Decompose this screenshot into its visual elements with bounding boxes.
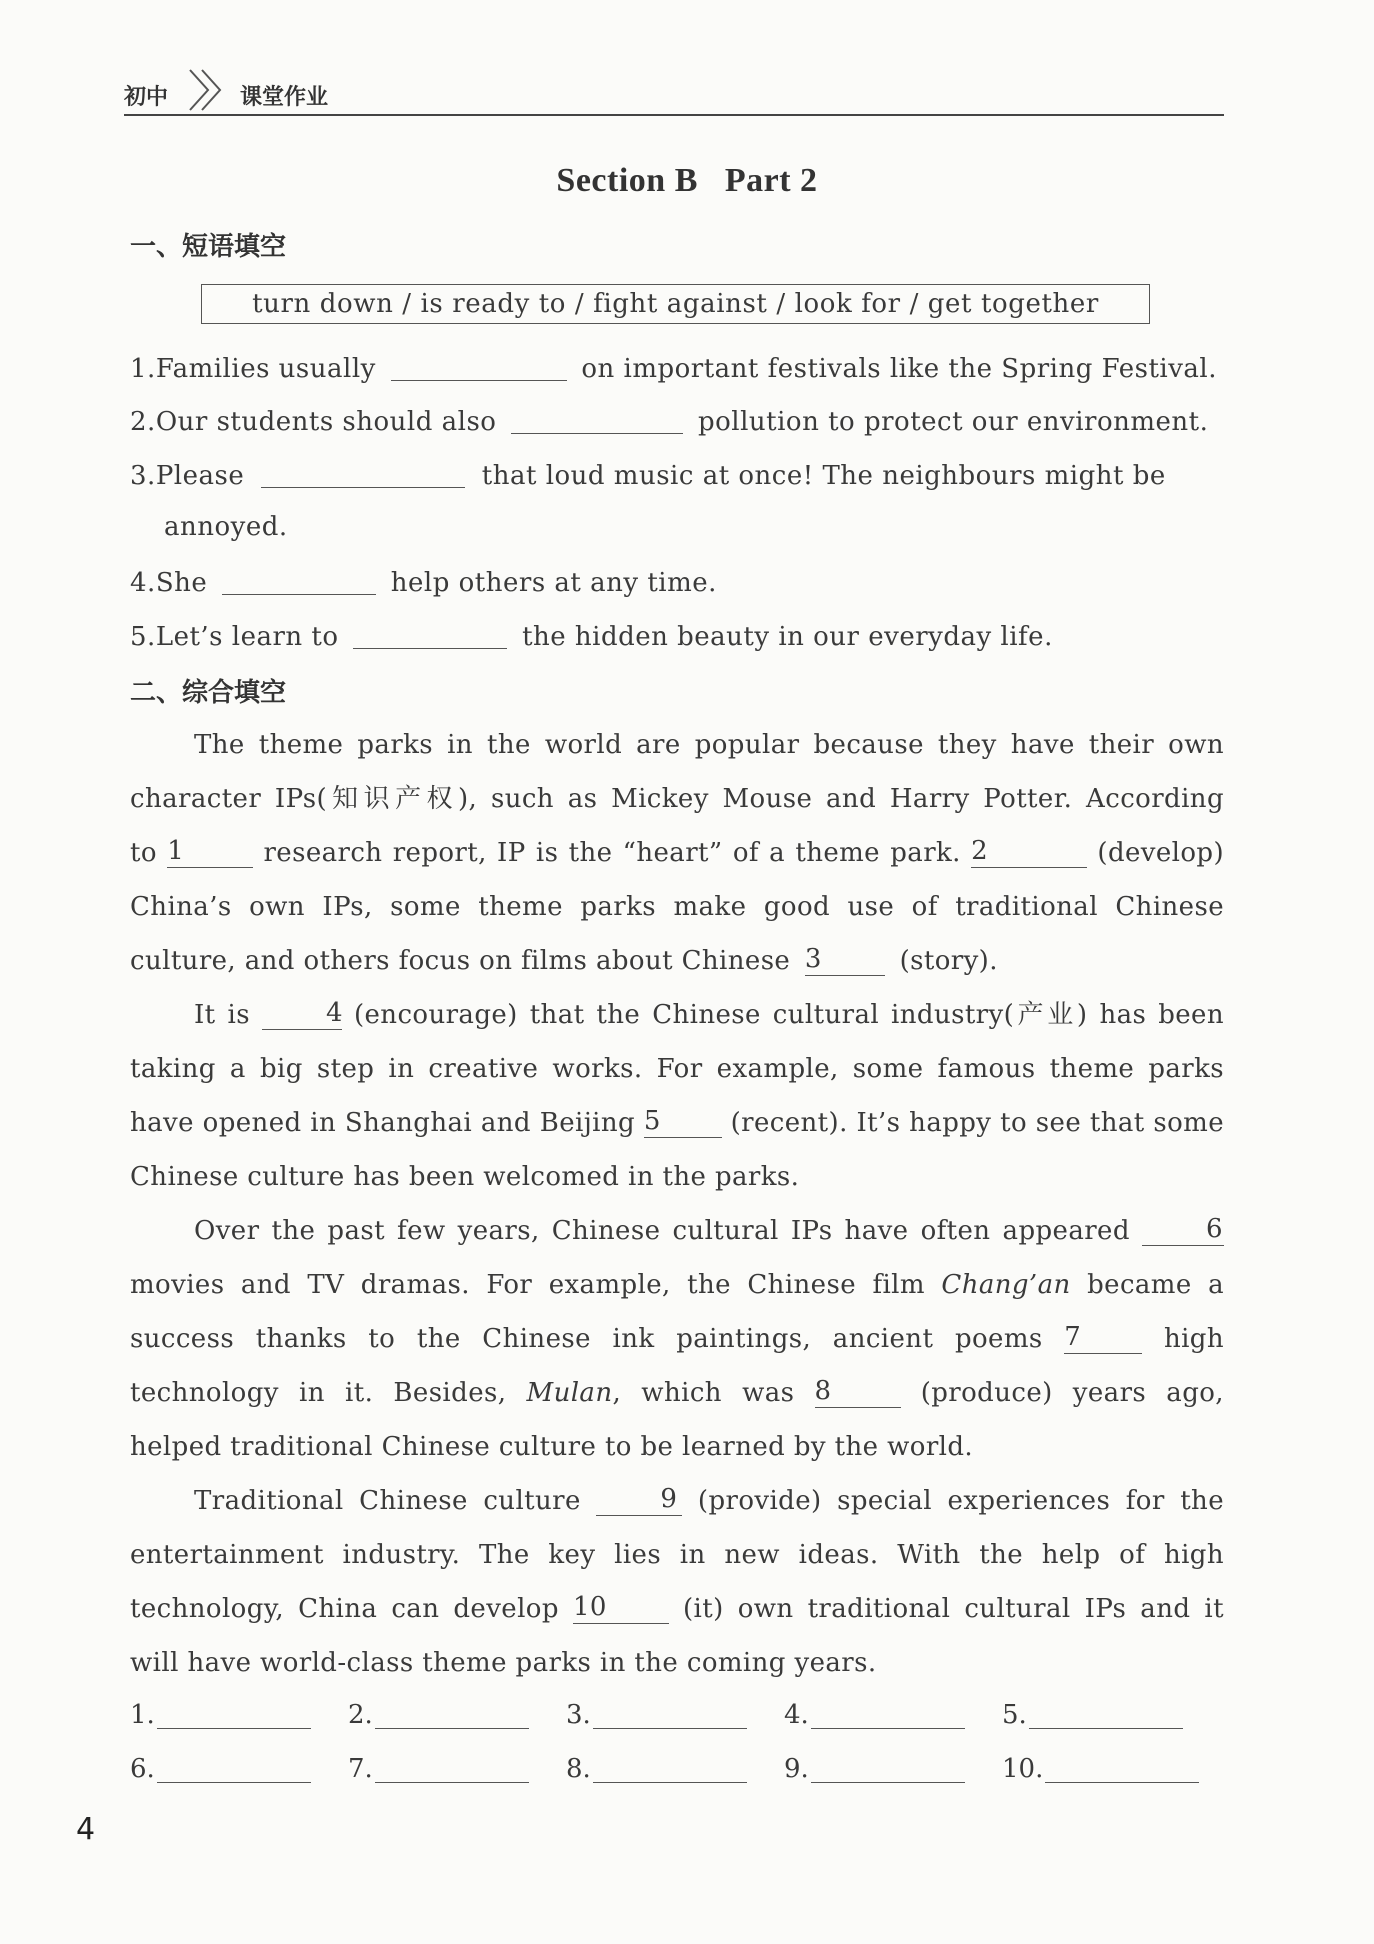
question-text: Please	[155, 461, 245, 491]
paragraph-1-line-3	[130, 826, 1224, 880]
question-number: 5.	[130, 622, 156, 652]
answer-slot[interactable]	[130, 1754, 311, 1784]
question-number: 1.	[130, 354, 156, 384]
answer-slot[interactable]	[1002, 1700, 1183, 1730]
answer-label: 9.	[784, 1754, 809, 1784]
passage-text: research report, IP is the “heart” of a theme park.	[263, 838, 961, 868]
answer-slot[interactable]	[784, 1754, 965, 1784]
question-text: help others at any time.	[390, 568, 717, 598]
answer-slot[interactable]	[348, 1700, 529, 1730]
passage-text: have opened in Shanghai and Beijing	[130, 1108, 636, 1138]
passage-text: high	[1163, 1324, 1224, 1354]
question-1	[130, 352, 1217, 384]
answer-line[interactable]	[811, 1756, 965, 1783]
answer-blank[interactable]	[511, 405, 683, 434]
answer-slot[interactable]	[1002, 1754, 1199, 1784]
answer-line[interactable]	[157, 1756, 311, 1783]
answer-blank[interactable]: 4	[262, 999, 342, 1030]
question-number: 2.	[130, 407, 156, 437]
answer-label: 1.	[130, 1700, 155, 1730]
passage-text: (it) own traditional cultural IPs and it	[683, 1594, 1224, 1624]
answer-blank[interactable]: 3	[805, 945, 885, 976]
answer-blank[interactable]: 7	[1064, 1323, 1142, 1354]
answer-slot[interactable]	[130, 1700, 311, 1730]
series-title: 课堂作业	[240, 85, 329, 110]
answer-label: 5.	[1002, 1700, 1027, 1730]
answer-slot[interactable]	[566, 1700, 747, 1730]
film-title: Chang’an	[941, 1270, 1071, 1300]
paragraph-1-line-4: China’s own IPs, some theme parks make good use of traditional Chinese	[130, 892, 1224, 922]
paragraph-3-line-2	[130, 1258, 1224, 1312]
question-number: 4.	[130, 568, 156, 598]
answer-row-2	[130, 1754, 1230, 1794]
passage-text: technology, China can develop	[130, 1594, 559, 1624]
section1-heading: 一、短语填空	[130, 232, 287, 262]
paragraph-3-line-3	[130, 1312, 1224, 1366]
question-text: on important festivals like the Spring Festival.	[581, 354, 1217, 384]
answer-line[interactable]	[811, 1702, 965, 1729]
answer-line[interactable]	[375, 1756, 529, 1783]
question-text: the hidden beauty in our everyday life.	[522, 622, 1053, 652]
answer-blank[interactable]	[391, 352, 567, 381]
paragraph-3-line-4	[130, 1366, 1224, 1420]
passage-text: (story).	[899, 946, 998, 976]
answer-blank[interactable]: 5	[644, 1107, 722, 1138]
answer-label: 4.	[784, 1700, 809, 1730]
answer-line[interactable]	[593, 1702, 747, 1729]
answer-blank[interactable]: 9	[596, 1485, 682, 1516]
passage-text: (encourage) that the Chinese cultural industry(产业) has been	[353, 1000, 1224, 1030]
answer-blank[interactable]	[222, 566, 376, 595]
passage-text: movies and TV dramas. For example, the Chinese film	[130, 1270, 925, 1300]
question-number: 3.	[130, 461, 156, 491]
passage-text: (provide) special experiences for the	[697, 1486, 1224, 1516]
grade-tag: 初中	[124, 85, 169, 110]
question-2	[130, 405, 1208, 437]
page-number: 4	[76, 1812, 96, 1847]
passage-text: (develop)	[1097, 838, 1225, 868]
answer-blank[interactable]: 10	[573, 1593, 669, 1624]
answer-label: 10.	[1002, 1754, 1044, 1784]
page-header	[124, 76, 1224, 116]
answer-label: 7.	[348, 1754, 373, 1784]
question-text: Let’s learn to	[155, 622, 339, 652]
paragraph-1-line-5	[130, 934, 1224, 988]
question-4	[130, 566, 717, 598]
passage-text: , which was	[612, 1378, 795, 1408]
section2-heading: 二、综合填空	[130, 678, 287, 708]
paragraph-4-line-3	[130, 1582, 1224, 1636]
question-3	[130, 459, 1166, 491]
answer-label: 8.	[566, 1754, 591, 1784]
answer-line[interactable]	[593, 1756, 747, 1783]
answer-blank[interactable]: 2	[971, 837, 1087, 868]
paragraph-1-line-1: The theme parks in the world are popular because they have their own	[194, 730, 1224, 760]
passage-text: Over the past few years, Chinese cultural IPs have often appeared	[194, 1216, 1130, 1246]
paragraph-3-line-5: helped traditional Chinese culture to be learned by the world.	[130, 1432, 974, 1462]
paragraph-4-line-4: will have world-class theme parks in the coming years.	[130, 1648, 877, 1678]
answer-label: 6.	[130, 1754, 155, 1784]
answer-label: 2.	[348, 1700, 373, 1730]
passage-text: (recent). It’s happy to see that some	[730, 1108, 1225, 1138]
paragraph-2-line-3	[130, 1096, 1224, 1150]
passage-text: (produce) years ago,	[920, 1378, 1224, 1408]
double-chevron-icon	[182, 64, 232, 114]
passage-text: culture, and others focus on films about Chinese	[130, 946, 791, 976]
page-title: Section B Part 2	[556, 162, 818, 199]
question-3-continued: annoyed.	[164, 512, 288, 542]
passage-text: success thanks to the Chinese ink paintings, ancient poems	[130, 1324, 1043, 1354]
passage-text: to	[130, 838, 157, 868]
answer-line[interactable]	[157, 1702, 311, 1729]
question-text: pollution to protect our environment.	[698, 407, 1209, 437]
question-text: that loud music at once! The neighbours might be	[481, 461, 1166, 491]
paragraph-3-line-1	[130, 1204, 1224, 1258]
film-title: Mulan	[526, 1378, 613, 1408]
paragraph-2-line-1	[130, 988, 1224, 1042]
question-text: Families usually	[155, 354, 376, 384]
answer-slot[interactable]	[566, 1754, 747, 1784]
answer-line[interactable]	[1045, 1756, 1199, 1783]
answer-blank[interactable]: 6	[1142, 1215, 1224, 1246]
paragraph-4-line-1	[130, 1474, 1224, 1528]
answer-line[interactable]	[375, 1702, 529, 1729]
answer-slot[interactable]	[784, 1700, 965, 1730]
answer-line[interactable]	[1029, 1702, 1183, 1729]
answer-row-1	[130, 1700, 1230, 1740]
word-bank-box: turn down / is ready to / fight against / look for / get together	[201, 284, 1150, 324]
question-5	[130, 620, 1053, 652]
paragraph-4-line-2: entertainment industry. The key lies in new ideas. With the help of high	[130, 1540, 1224, 1570]
answer-blank[interactable]: 8	[815, 1377, 901, 1408]
passage-text: technology in it. Besides,	[130, 1378, 507, 1408]
paragraph-1-line-2: character IPs(知识产权), such as Mickey Mouse and Harry Potter. According	[130, 784, 1224, 814]
answer-label: 3.	[566, 1700, 591, 1730]
answer-blank[interactable]: 1	[167, 837, 253, 868]
answer-blank[interactable]	[353, 620, 507, 649]
question-text: Our students should also	[155, 407, 497, 437]
answer-slot[interactable]	[348, 1754, 529, 1784]
passage-text: Traditional Chinese culture	[194, 1486, 581, 1516]
paragraph-2-line-4: Chinese culture has been welcomed in the parks.	[130, 1162, 800, 1192]
passage-text: became a	[1087, 1270, 1224, 1300]
paragraph-2-line-2: taking a big step in creative works. For example, some famous theme parks	[130, 1054, 1224, 1084]
answer-blank[interactable]	[261, 459, 465, 488]
question-text: She	[155, 568, 208, 598]
passage-text: It is	[194, 1000, 250, 1030]
